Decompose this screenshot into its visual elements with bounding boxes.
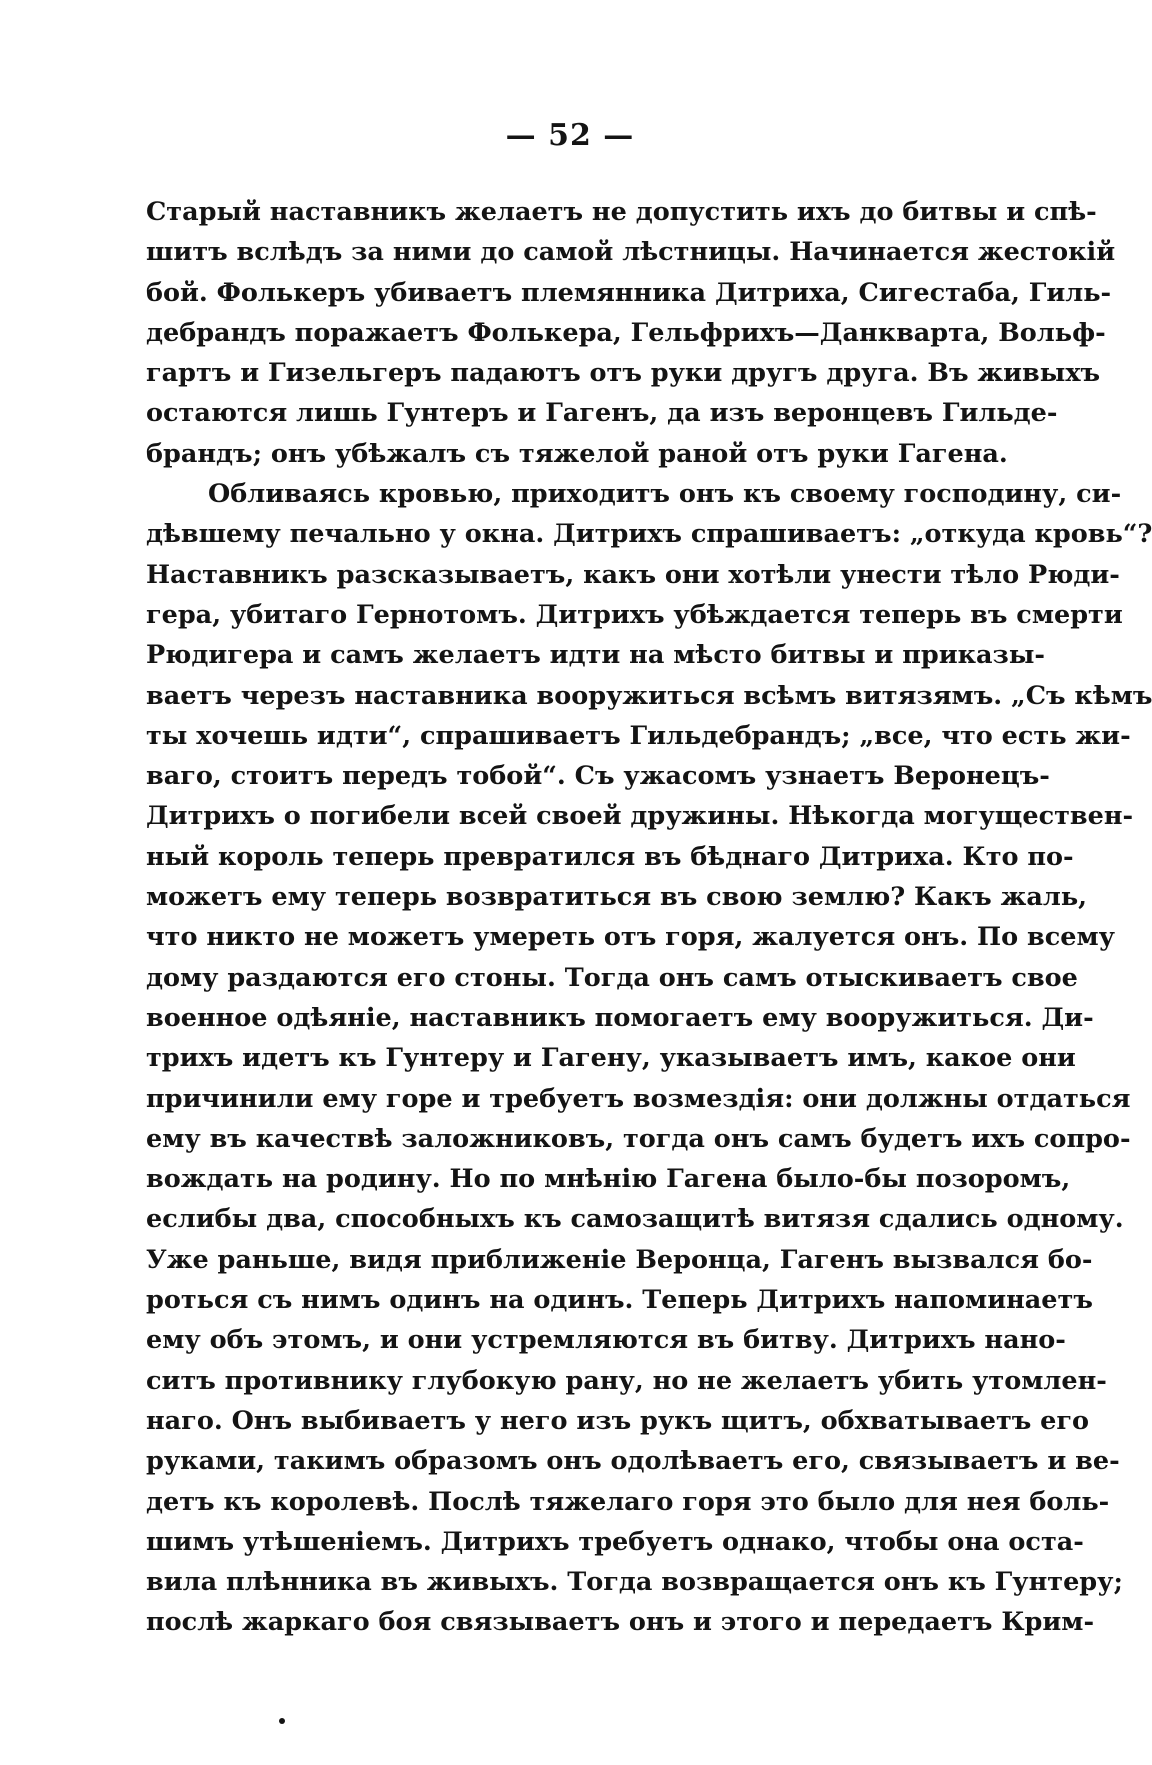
text-line: Наставникъ разсказываетъ, какъ они хотѣли унести тѣло Рюди- xyxy=(146,559,1120,590)
paragraph-start-line: Обливаясь кровью, приходитъ онъ къ своему господину, си- xyxy=(208,479,1122,510)
page-number: — 52 — xyxy=(505,118,635,153)
text-line: бой. Фолькеръ убиваетъ племянника Дитриха, Сигестаба, Гиль- xyxy=(146,277,1112,308)
text-line: Старый наставникъ желаетъ не допустить ихъ до битвы и спѣ- xyxy=(146,197,1097,227)
text-line: Дитрихъ о погибели всей своей дружины. Нѣкогда могуществен- xyxy=(146,801,1134,832)
text-line: ему въ качествѣ заложниковъ, тогда онъ самъ будетъ ихъ сопро- xyxy=(146,1123,1131,1154)
text-line: что никто не можетъ умереть отъ горя, жалуется онъ. По всему xyxy=(146,922,1115,953)
text-line: вила плѣнника въ живыхъ. Тогда возвращается онъ къ Гунтеру; xyxy=(146,1567,1123,1598)
text-line: роться съ нимъ одинъ на одинъ. Теперь Дитрихъ напоминаетъ xyxy=(146,1285,1093,1316)
text-line: ему объ этомъ, и они устремляются въ битву. Дитрихъ нано- xyxy=(146,1325,1066,1356)
text-line: Уже раньше, видя приближеніе Веронца, Гагенъ вызвался бо- xyxy=(146,1244,1093,1275)
text-line: гартъ и Гизельгеръ падаютъ отъ руки другъ друга. Въ живыхъ xyxy=(146,358,1101,389)
text-line: шимъ утѣшеніемъ. Дитрихъ требуетъ однако, чтобы она оста- xyxy=(146,1526,1084,1557)
print-speck xyxy=(279,1718,285,1724)
text-line: вождать на родину. Но по мнѣнію Гагена было-бы позоромъ, xyxy=(146,1164,1071,1195)
text-line: ный король теперь превратился въ бѣднаго Дитриха. Кто по- xyxy=(146,841,1074,872)
text-line: трихъ идетъ къ Гунтеру и Гагену, указываетъ имъ, какое они xyxy=(146,1043,1076,1074)
text-line: детъ къ королевѣ. Послѣ тяжелаго горя это было для нея боль- xyxy=(146,1486,1110,1517)
text-line: шитъ вслѣдъ за ними до самой лѣстницы. Начинается жестокій xyxy=(146,237,1116,268)
text-line: ситъ противнику глубокую рану, но не желаетъ убить утомлен- xyxy=(146,1365,1107,1396)
text-line: Рюдигера и самъ желаетъ идти на мѣсто битвы и приказы- xyxy=(146,640,1045,671)
text-line: наго. Онъ выбиваетъ у него изъ рукъ щитъ, обхватываетъ его xyxy=(146,1405,1090,1436)
text-line: руками, такимъ образомъ онъ одолѣваетъ его, связываетъ и ве- xyxy=(146,1446,1120,1477)
text-line: брандъ; онъ убѣжалъ съ тяжелой раной отъ руки Гагена. xyxy=(146,438,1008,469)
text-line: гера, убитаго Гернотомъ. Дитрихъ убѣждается теперь въ смерти xyxy=(146,599,1123,630)
text-line: остаются лишь Гунтеръ и Гагенъ, да изъ веронцевъ Гильде- xyxy=(146,398,1058,429)
text-line: военное одѣяніе, наставникъ помогаетъ ему вооружиться. Ди- xyxy=(146,1002,1094,1033)
text-line: дебрандъ поражаетъ Фолькера, Гельфрихъ—Данкварта, Вольф- xyxy=(146,317,1106,348)
body-text xyxy=(146,192,1152,1643)
text-line: дому раздаются его стоны. Тогда онъ самъ отыскиваетъ свое xyxy=(146,962,1078,993)
text-line: еслибы два, способныхъ къ самозащитѣ витязя сдались одному. xyxy=(146,1204,1124,1235)
text-line: дѣвшему печально у окна. Дитрихъ спрашиваетъ: „откуда кровь“? xyxy=(146,519,1152,550)
text-line: можетъ ему теперь возвратиться въ свою землю? Какъ жаль, xyxy=(146,882,1088,913)
text-line: послѣ жаркаго боя связываетъ онъ и этого и передаетъ Крим- xyxy=(146,1607,1095,1638)
text-line: ваетъ черезъ наставника вооружиться всѣмъ витязямъ. „Съ кѣмъ xyxy=(146,680,1152,711)
text-line: причинили ему горе и требуетъ возмездія: они должны отдаться xyxy=(146,1083,1131,1114)
text-line: ты хочешь идти“, спрашиваетъ Гильдебрандъ; „все, что есть жи- xyxy=(146,720,1131,751)
text-line: ваго, стоитъ передъ тобой“. Съ ужасомъ узнаетъ Веронецъ- xyxy=(146,761,1050,792)
